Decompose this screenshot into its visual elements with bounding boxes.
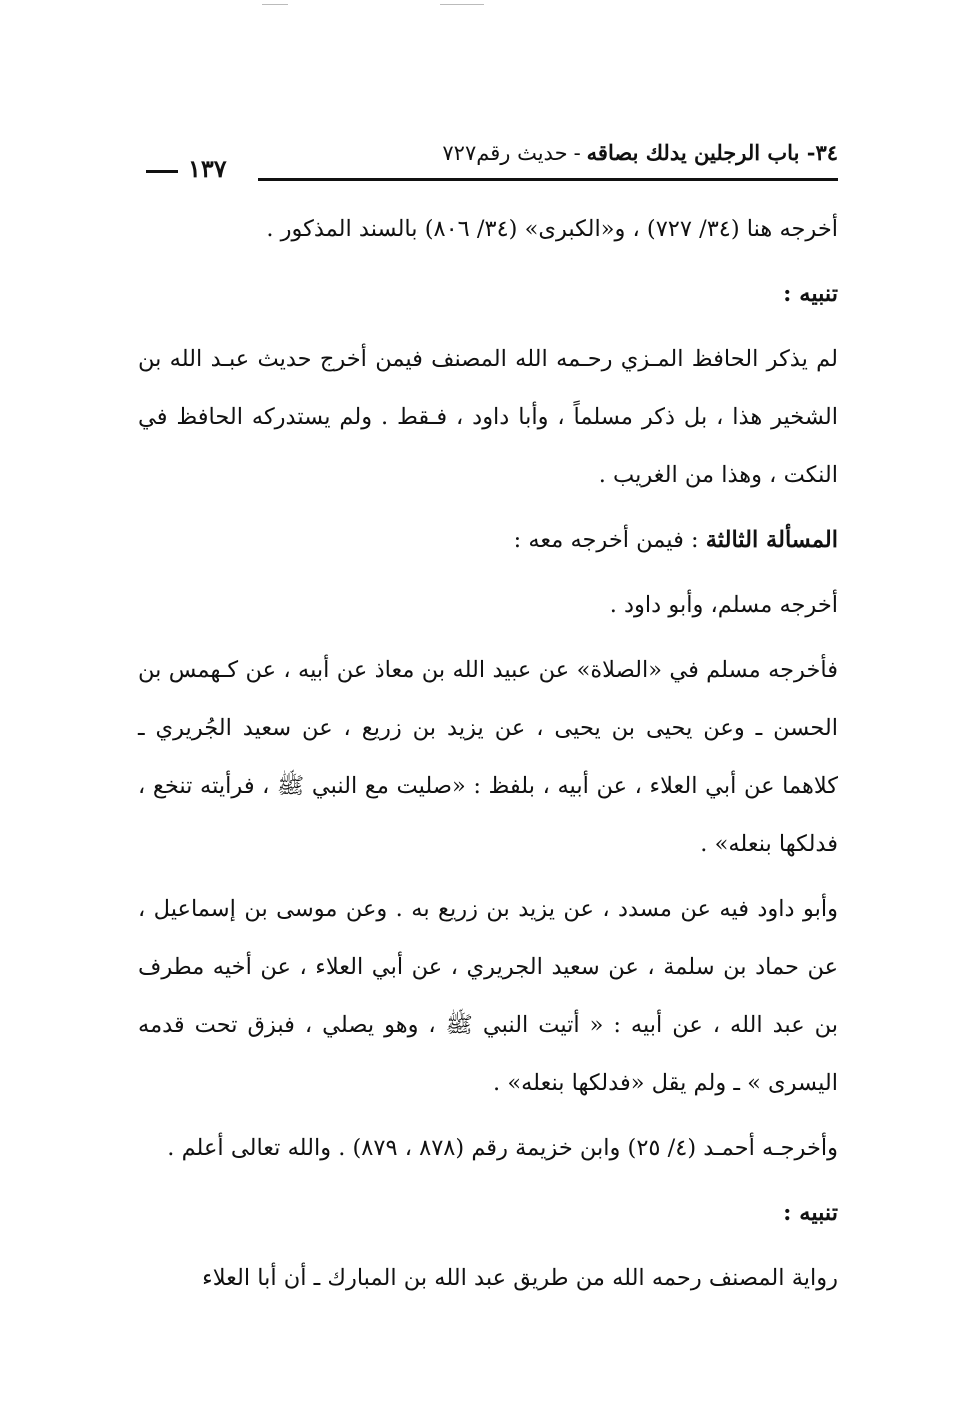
paragraph-takhrij-here: أخرجه هنا (٣٤/ ٧٢٧) ، و«الكبرى» (٣٤/ ٨٠٦) بالسند المذكور . (266, 216, 838, 242)
book-page (138, 140, 838, 1400)
top-edge-mark-right (440, 4, 484, 5)
header-rule (258, 178, 838, 181)
paragraph-ahmad-ibn-khuzaymah: وأخرجـه أحمـد (٤/ ٢٥) وابن خزيمة رقم (٨٧٨ ، ٨٧٩) . والله تعالى أعلم . (167, 1135, 838, 1161)
paragraph-musannif-riwayah: رواية المصنف رحمه الله من طريق عبد الله بن المبارك ـ أن أبا العلاء (202, 1265, 838, 1291)
page-number-dash (146, 170, 178, 173)
third-issue-rest: : فيمن أخرجه معه : (513, 527, 699, 553)
running-head (442, 140, 838, 165)
running-head-separator: - (573, 141, 581, 165)
top-edge-mark-left (262, 4, 288, 5)
hadith-reference: حديث رقم٧٢٧ (442, 141, 568, 165)
running-title: ٣٤- باب الرجلين يدلك بصاقه (586, 140, 838, 165)
heading-tanbih-1: تنبيه : (783, 281, 838, 307)
page-header (138, 140, 838, 186)
body-text (138, 200, 838, 1314)
paragraph-abudawud-chain: وأبو داود فيه عن مسدد ، عن يزيد بن زريع به . وعن موسى بن إسماعيل ، عن حماد بن سلمة ، عن سعيد الجريري ، عن أبي العلاء ، عن أخيه مطرف بن عبد الله ، عن أبيه : « أتيت النبي ﷺ ، وهو يصلي ، فبزق تحت قدمه اليسرى » ـ ولم يقل «فدلكها بنعله» . (138, 896, 838, 1096)
paragraph-muslim-abudawud: أخرجه مسلم، وأبو داود . (609, 592, 838, 618)
heading-third-issue (138, 511, 838, 569)
page-number: ١٣٧ (188, 154, 227, 183)
third-issue-label: المسألة الثالثة (705, 527, 838, 553)
paragraph-mizzi-note: لم يذكر الحافظ المـزي رحـمه الله المصنف فيمن أخرج حديث عبـد الله بن الشخير هذا ، بل ذكر مسلماً ، وأبا داود ، فـقط . ولم يستدركه الحافظ في النكت ، وهذا من الغريب . (138, 346, 838, 488)
paragraph-muslim-salah: فأخرجه مسلم في «الصلاة» عن عبيد الله بن معاذ عن أبيه ، عن كـهمس بن الحسن ـ وعن يحيى بن يحيى ، عن يزيد بن زريع ، عن سعيد الجُريري ـ كلاهما عن أبي العلاء ، عن أبيه ، بلفظ : «صليت مع النبي ﷺ ، فرأيته تنخع ، فدلكها بنعله» . (138, 657, 838, 857)
heading-tanbih-2: تنبيه : (783, 1200, 838, 1226)
